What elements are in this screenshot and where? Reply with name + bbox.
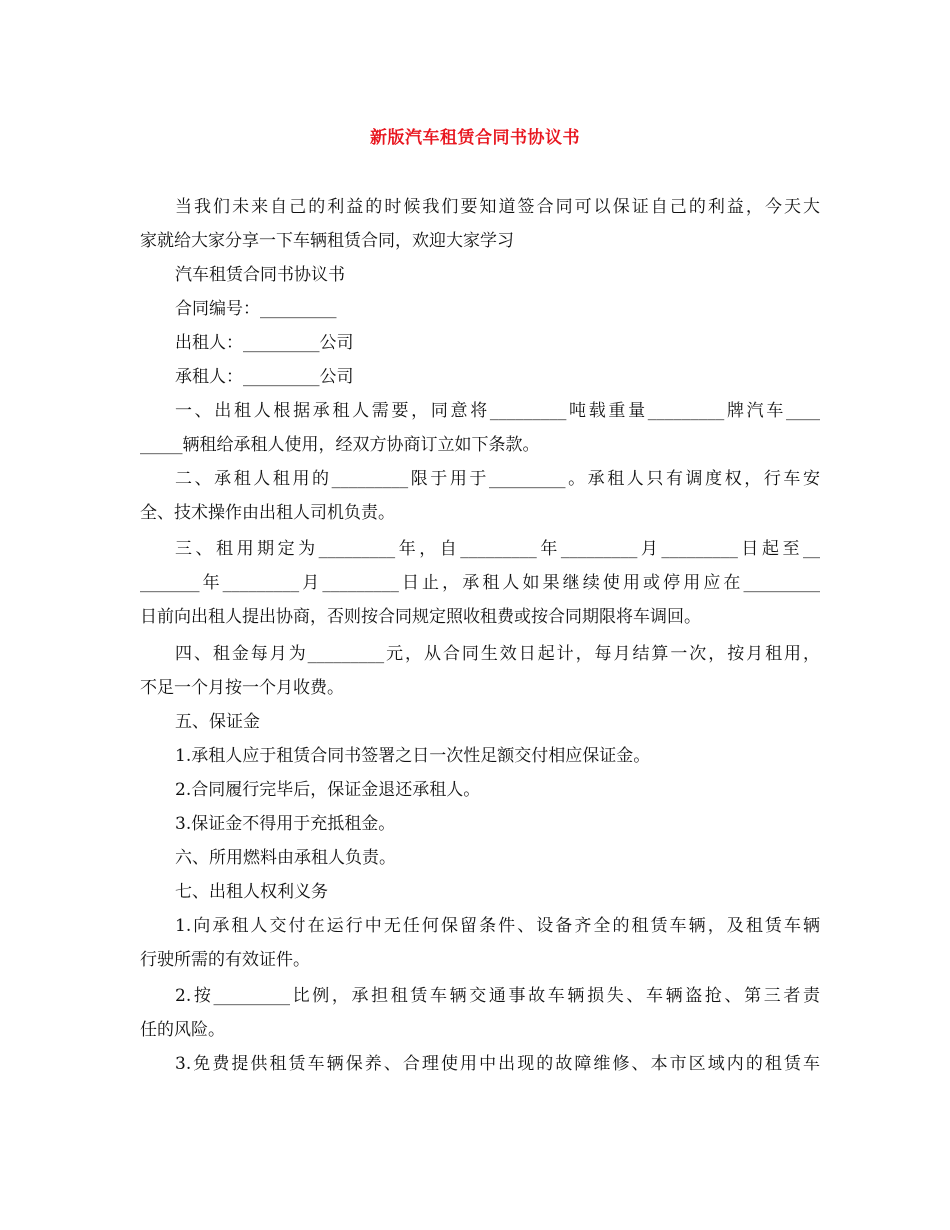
clause-1-line-1: 一、出租人根据承租人需要，同意将_________吨载重量_________牌汽车____ — [175, 401, 820, 421]
clause-7-item-2-line-1: 2.按_________比例，承担租赁车辆交通事故车辆损失、车辆盗抢、第三者责 — [175, 986, 820, 1006]
lessor-line: 出租人：_________公司 — [175, 333, 354, 353]
clause-2-line-2: 全、技术操作由出租人司机负责。 — [140, 503, 395, 523]
clause-3-line-3: 日前向出租人提出协商，否则按合同规定照收租费或按合同期限将车调回。 — [140, 607, 701, 627]
clause-7-item-3-line-1: 3.免费提供租赁车辆保养、合理使用中出现的故障维修、本市区域内的租赁车 — [175, 1054, 820, 1074]
clause-2-line-1: 二、承租人租用的_________限于用于_________。承租人只有调度权，行车安 — [175, 469, 820, 489]
contract-number: 合同编号：_________ — [175, 299, 337, 319]
clause-3-line-2: _______年_________月_________日止，承租人如果继续使用或停用应在_________ — [140, 573, 820, 593]
clause-4-line-2: 不足一个月按一个月收费。 — [140, 678, 344, 698]
clause-5-item-1: 1.承租人应于租赁合同书签署之日一次性足额交付相应保证金。 — [175, 746, 651, 766]
clause-5-item-2: 2.合同履行完毕后，保证金退还承租人。 — [175, 780, 481, 800]
clause-1-line-2: _____辆租给承租人使用，经双方协商订立如下条款。 — [140, 435, 540, 455]
clause-7-item-1-line-1: 1.向承租人交付在运行中无任何保留条件、设备齐全的租赁车辆，及租赁车辆 — [175, 916, 820, 936]
lessee-line: 承租人：_________公司 — [175, 367, 354, 387]
clause-3-line-1: 三、租用期定为_________年，自_________年_________月_________日起至__ — [175, 539, 820, 559]
intro-line-1: 当我们未来自己的利益的时候我们要知道签合同可以保证自己的利益，今天大 — [175, 197, 820, 217]
clause-7-item-2-line-2: 任的风险。 — [140, 1020, 225, 1040]
clause-5-heading: 五、保证金 — [175, 712, 260, 732]
clause-7-item-1-line-2: 行驶所需的有效证件。 — [140, 950, 310, 970]
document-title: 新版汽车租赁合同书协议书 — [370, 128, 580, 148]
intro-line-2: 家就给大家分享一下车辆租赁合同，欢迎大家学习 — [140, 231, 514, 251]
clause-7-heading: 七、出租人权利义务 — [175, 882, 328, 902]
clause-4-line-1: 四、租金每月为_________元，从合同生效日起计，每月结算一次，按月租用， — [175, 644, 820, 664]
clause-6: 六、所用燃料由承租人负责。 — [175, 848, 396, 868]
clause-5-item-3: 3.保证金不得用于充抵租金。 — [175, 814, 396, 834]
contract-heading: 汽车租赁合同书协议书 — [175, 265, 345, 285]
